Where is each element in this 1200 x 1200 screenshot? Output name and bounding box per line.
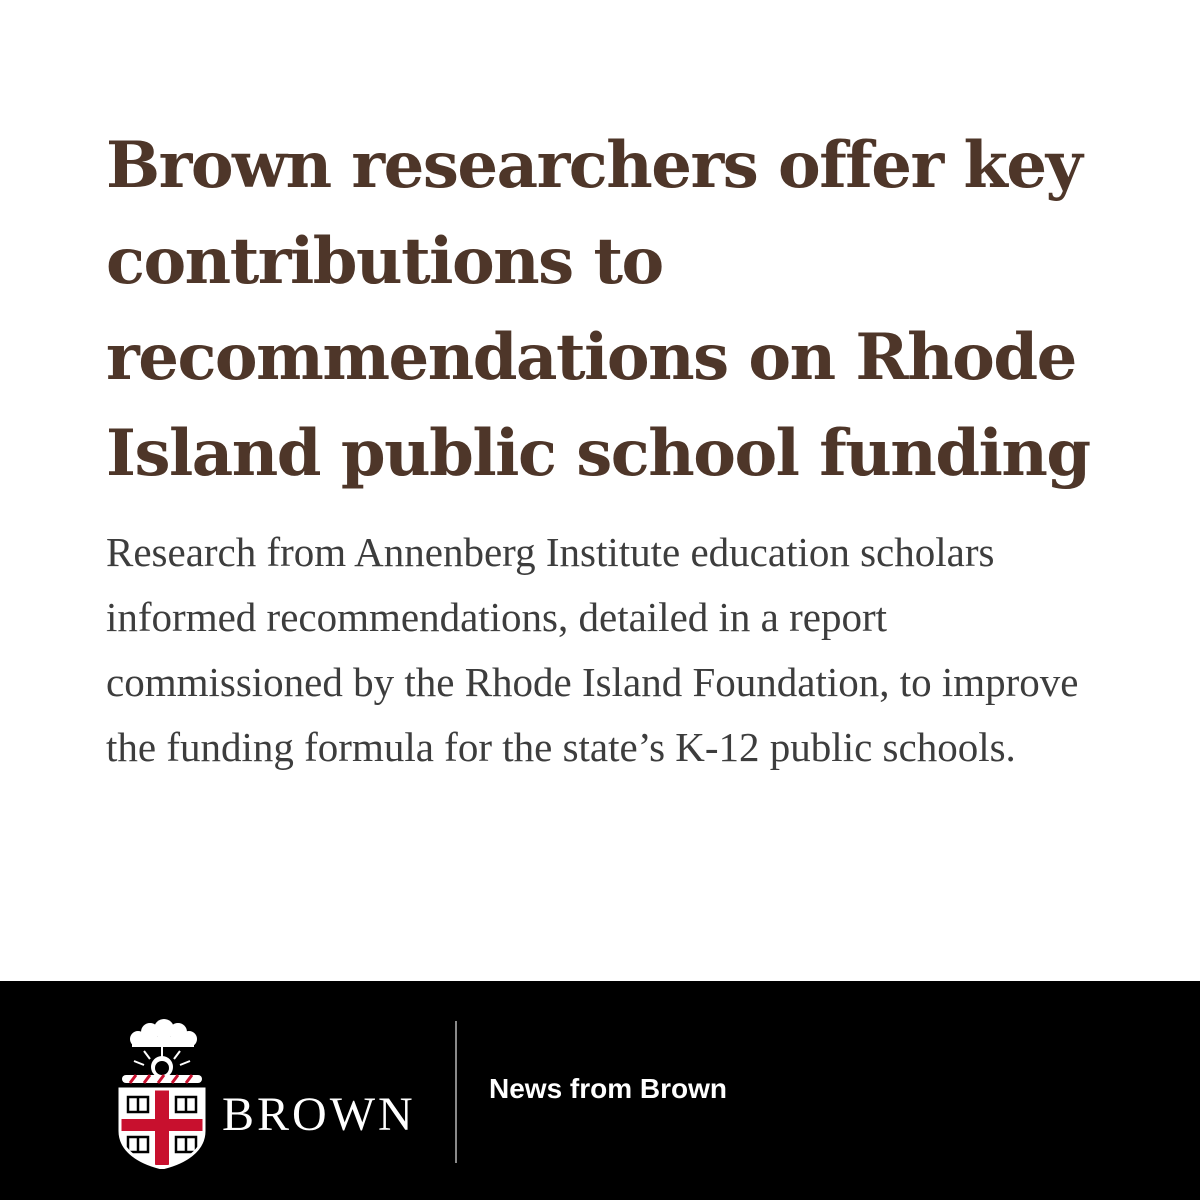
footer-divider <box>455 1021 457 1163</box>
summary: Research from Annenberg Institute education scholars informed recommendations, detailed in a report commissioned by the Rhode Island Foundation, to improve the funding formula for the state’s K-12 public schools. <box>106 529 1079 770</box>
brown-logo <box>116 1019 428 1169</box>
footer-bar <box>0 981 1200 1200</box>
brown-wordmark: BROWN <box>222 1088 416 1141</box>
article-content <box>106 118 1116 780</box>
brown-university-shield-icon <box>116 1019 208 1169</box>
headline: Brown researchers offer key contributions to recommendations on Rhode Island public school funding <box>106 128 1090 491</box>
news-from-brown-label: News from Brown <box>489 1073 728 1104</box>
